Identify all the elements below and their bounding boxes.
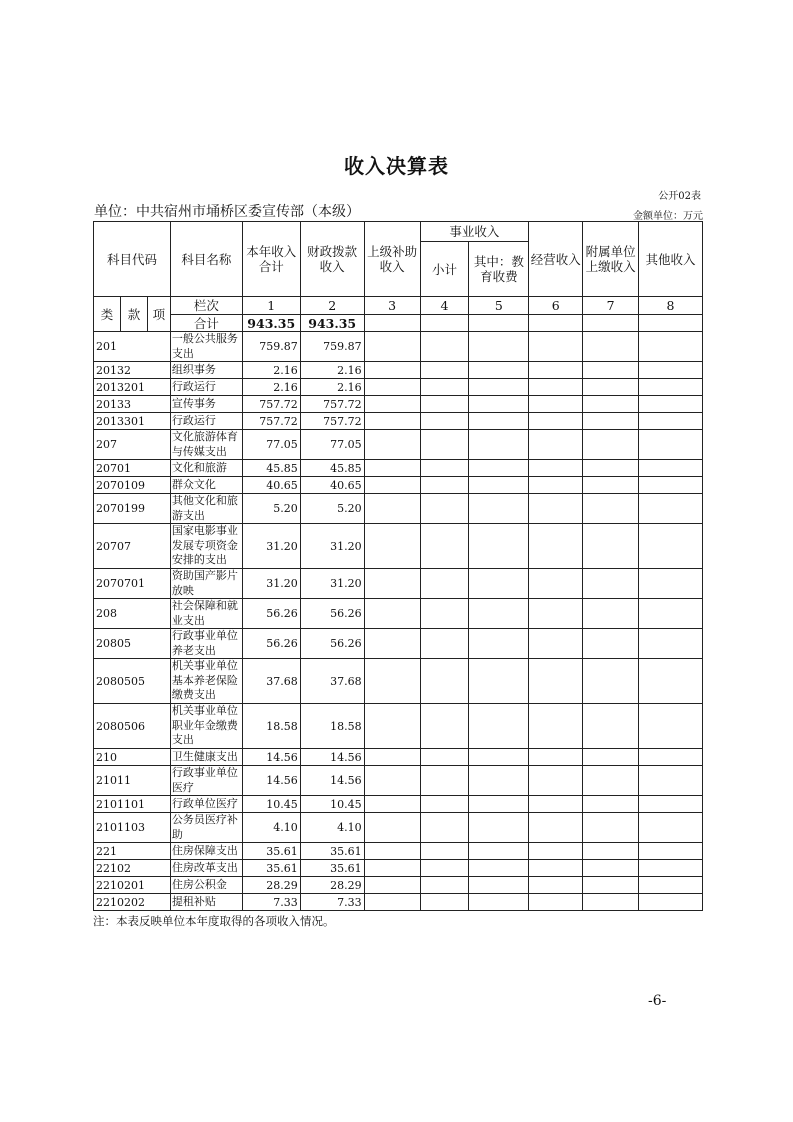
- table-row: [94, 477, 703, 494]
- row-name: 行政单位医疗: [170, 796, 242, 813]
- table-row: [94, 659, 703, 704]
- row-name: 文化和旅游: [170, 460, 242, 477]
- row-name: 机关事业单位职业年金缴费支出: [170, 704, 242, 749]
- header-lei: 类: [94, 297, 121, 332]
- row-total: 28.29: [242, 877, 300, 894]
- row-name: 资助国产影片放映: [170, 569, 242, 599]
- row-fiscal: 14.56: [300, 766, 364, 796]
- row-name: 行政运行: [170, 413, 242, 430]
- col-no: 4: [420, 297, 469, 315]
- header-other: 其他收入: [639, 222, 703, 297]
- row-total: 757.72: [242, 396, 300, 413]
- table-row: [94, 430, 703, 460]
- table-row: [94, 569, 703, 599]
- row-name: 住房公积金: [170, 877, 242, 894]
- row-total: 56.26: [242, 599, 300, 629]
- header-fiscal: 财政拨款收入: [300, 222, 364, 297]
- table-row: [94, 524, 703, 569]
- row-code: 2210202: [94, 894, 171, 911]
- row-fiscal: 31.20: [300, 569, 364, 599]
- row-total: 77.05: [242, 430, 300, 460]
- row-total: 56.26: [242, 629, 300, 659]
- page-title: 收入决算表: [344, 154, 449, 178]
- col-no: 3: [364, 297, 420, 315]
- row-fiscal: 2.16: [300, 379, 364, 396]
- col-no: 2: [300, 297, 364, 315]
- table-row: [94, 332, 703, 362]
- row-code: 20805: [94, 629, 171, 659]
- table-row: [94, 629, 703, 659]
- row-total: 35.61: [242, 860, 300, 877]
- row-code: 2070701: [94, 569, 171, 599]
- table-row: [94, 894, 703, 911]
- row-fiscal: 2.16: [300, 362, 364, 379]
- row-code: 2210201: [94, 877, 171, 894]
- row-code: 21011: [94, 766, 171, 796]
- row-fiscal: 757.72: [300, 396, 364, 413]
- row-code: 2080505: [94, 659, 171, 704]
- row-name: 国家电影事业发展专项资金安排的支出: [170, 524, 242, 569]
- header-code: 科目代码: [94, 222, 171, 297]
- table-row: [94, 460, 703, 477]
- table-row: [94, 413, 703, 430]
- row-fiscal: 35.61: [300, 860, 364, 877]
- row-total: 14.56: [242, 766, 300, 796]
- table-row: [94, 494, 703, 524]
- row-total: 4.10: [242, 813, 300, 843]
- row-code: 2013301: [94, 413, 171, 430]
- row-fiscal: 5.20: [300, 494, 364, 524]
- col-no: 5: [469, 297, 529, 315]
- row-name: 机关事业单位基本养老保险缴费支出: [170, 659, 242, 704]
- row-name: 公务员医疗补助: [170, 813, 242, 843]
- row-total: 14.56: [242, 749, 300, 766]
- row-fiscal: 757.72: [300, 413, 364, 430]
- header-name: 科目名称: [170, 222, 242, 297]
- row-name: 卫生健康支出: [170, 749, 242, 766]
- row-total: 31.20: [242, 524, 300, 569]
- row-total: 7.33: [242, 894, 300, 911]
- table-area: [93, 221, 703, 929]
- sum-total: 943.35: [242, 315, 300, 332]
- row-name: 行政事业单位医疗: [170, 766, 242, 796]
- table-row: [94, 396, 703, 413]
- row-total: 757.72: [242, 413, 300, 430]
- row-name: 组织事务: [170, 362, 242, 379]
- row-code: 22102: [94, 860, 171, 877]
- row-fiscal: 7.33: [300, 894, 364, 911]
- table-row: [94, 362, 703, 379]
- table-row: [94, 766, 703, 796]
- row-code: 2070109: [94, 477, 171, 494]
- row-fiscal: 31.20: [300, 524, 364, 569]
- row-fiscal: 56.26: [300, 629, 364, 659]
- page-number: -6-: [648, 993, 667, 1009]
- income-table: [93, 221, 703, 911]
- row-total: 45.85: [242, 460, 300, 477]
- row-total: 2.16: [242, 362, 300, 379]
- row-name: 其他文化和旅游支出: [170, 494, 242, 524]
- row-fiscal: 4.10: [300, 813, 364, 843]
- table-row: [94, 877, 703, 894]
- row-fiscal: 56.26: [300, 599, 364, 629]
- row-name: 文化旅游体育与传媒支出: [170, 430, 242, 460]
- row-total: 37.68: [242, 659, 300, 704]
- row-code: 210: [94, 749, 171, 766]
- row-code: 221: [94, 843, 171, 860]
- col-no: 6: [529, 297, 583, 315]
- row-total: 35.61: [242, 843, 300, 860]
- row-fiscal: 28.29: [300, 877, 364, 894]
- row-total: 2.16: [242, 379, 300, 396]
- sum-fiscal: 943.35: [300, 315, 364, 332]
- row-name: 社会保障和就业支出: [170, 599, 242, 629]
- table-row: [94, 749, 703, 766]
- table-row: [94, 813, 703, 843]
- row-name: 一般公共服务支出: [170, 332, 242, 362]
- row-code: 208: [94, 599, 171, 629]
- row-code: 20133: [94, 396, 171, 413]
- unit-label: 单位：中共宿州市埇桥区委宣传部（本级）: [94, 204, 360, 220]
- row-name: 住房保障支出: [170, 843, 242, 860]
- row-code: 20132: [94, 362, 171, 379]
- row-code: 2101101: [94, 796, 171, 813]
- header-edu: 其中：教育收费: [469, 242, 529, 297]
- row-fiscal: 40.65: [300, 477, 364, 494]
- header-sum: 合计: [170, 315, 242, 332]
- table-row: [94, 796, 703, 813]
- money-unit-label: 金额单位：万元: [633, 211, 703, 222]
- row-total: 759.87: [242, 332, 300, 362]
- row-fiscal: 45.85: [300, 460, 364, 477]
- row-total: 40.65: [242, 477, 300, 494]
- table-row: [94, 379, 703, 396]
- row-name: 宣传事务: [170, 396, 242, 413]
- row-name: 住房改革支出: [170, 860, 242, 877]
- row-fiscal: 759.87: [300, 332, 364, 362]
- header-xiang: 项: [147, 297, 170, 332]
- row-total: 10.45: [242, 796, 300, 813]
- row-total: 18.58: [242, 704, 300, 749]
- row-fiscal: 14.56: [300, 749, 364, 766]
- row-name: 行政事业单位养老支出: [170, 629, 242, 659]
- header-column-no: 栏次: [170, 297, 242, 315]
- row-code: 2070199: [94, 494, 171, 524]
- header-total: 本年收入合计: [242, 222, 300, 297]
- table-row: [94, 599, 703, 629]
- row-code: 2013201: [94, 379, 171, 396]
- header-kuan: 款: [120, 297, 147, 332]
- header-affiliated: 附属单位上缴收入: [583, 222, 639, 297]
- col-no: 1: [242, 297, 300, 315]
- row-fiscal: 77.05: [300, 430, 364, 460]
- header-operating: 经营收入: [529, 222, 583, 297]
- row-code: 2101103: [94, 813, 171, 843]
- row-fiscal: 18.58: [300, 704, 364, 749]
- col-no: 8: [639, 297, 703, 315]
- row-code: 20701: [94, 460, 171, 477]
- row-fiscal: 37.68: [300, 659, 364, 704]
- row-code: 2080506: [94, 704, 171, 749]
- row-code: 207: [94, 430, 171, 460]
- col-no: 7: [583, 297, 639, 315]
- row-name: 提租补贴: [170, 894, 242, 911]
- table-row: [94, 704, 703, 749]
- table-row: [94, 860, 703, 877]
- row-code: 201: [94, 332, 171, 362]
- row-total: 31.20: [242, 569, 300, 599]
- footnote: 注：本表反映单位本年度取得的各项收入情况。: [93, 914, 335, 928]
- header-superior: 上级补助收入: [364, 222, 420, 297]
- row-name: 行政运行: [170, 379, 242, 396]
- row-code: 20707: [94, 524, 171, 569]
- header-subtotal: 小计: [420, 242, 469, 297]
- row-fiscal: 35.61: [300, 843, 364, 860]
- row-fiscal: 10.45: [300, 796, 364, 813]
- form-number: 公开02表: [658, 191, 701, 202]
- header-business: 事业收入: [420, 222, 529, 242]
- table-row: [94, 843, 703, 860]
- row-total: 5.20: [242, 494, 300, 524]
- row-name: 群众文化: [170, 477, 242, 494]
